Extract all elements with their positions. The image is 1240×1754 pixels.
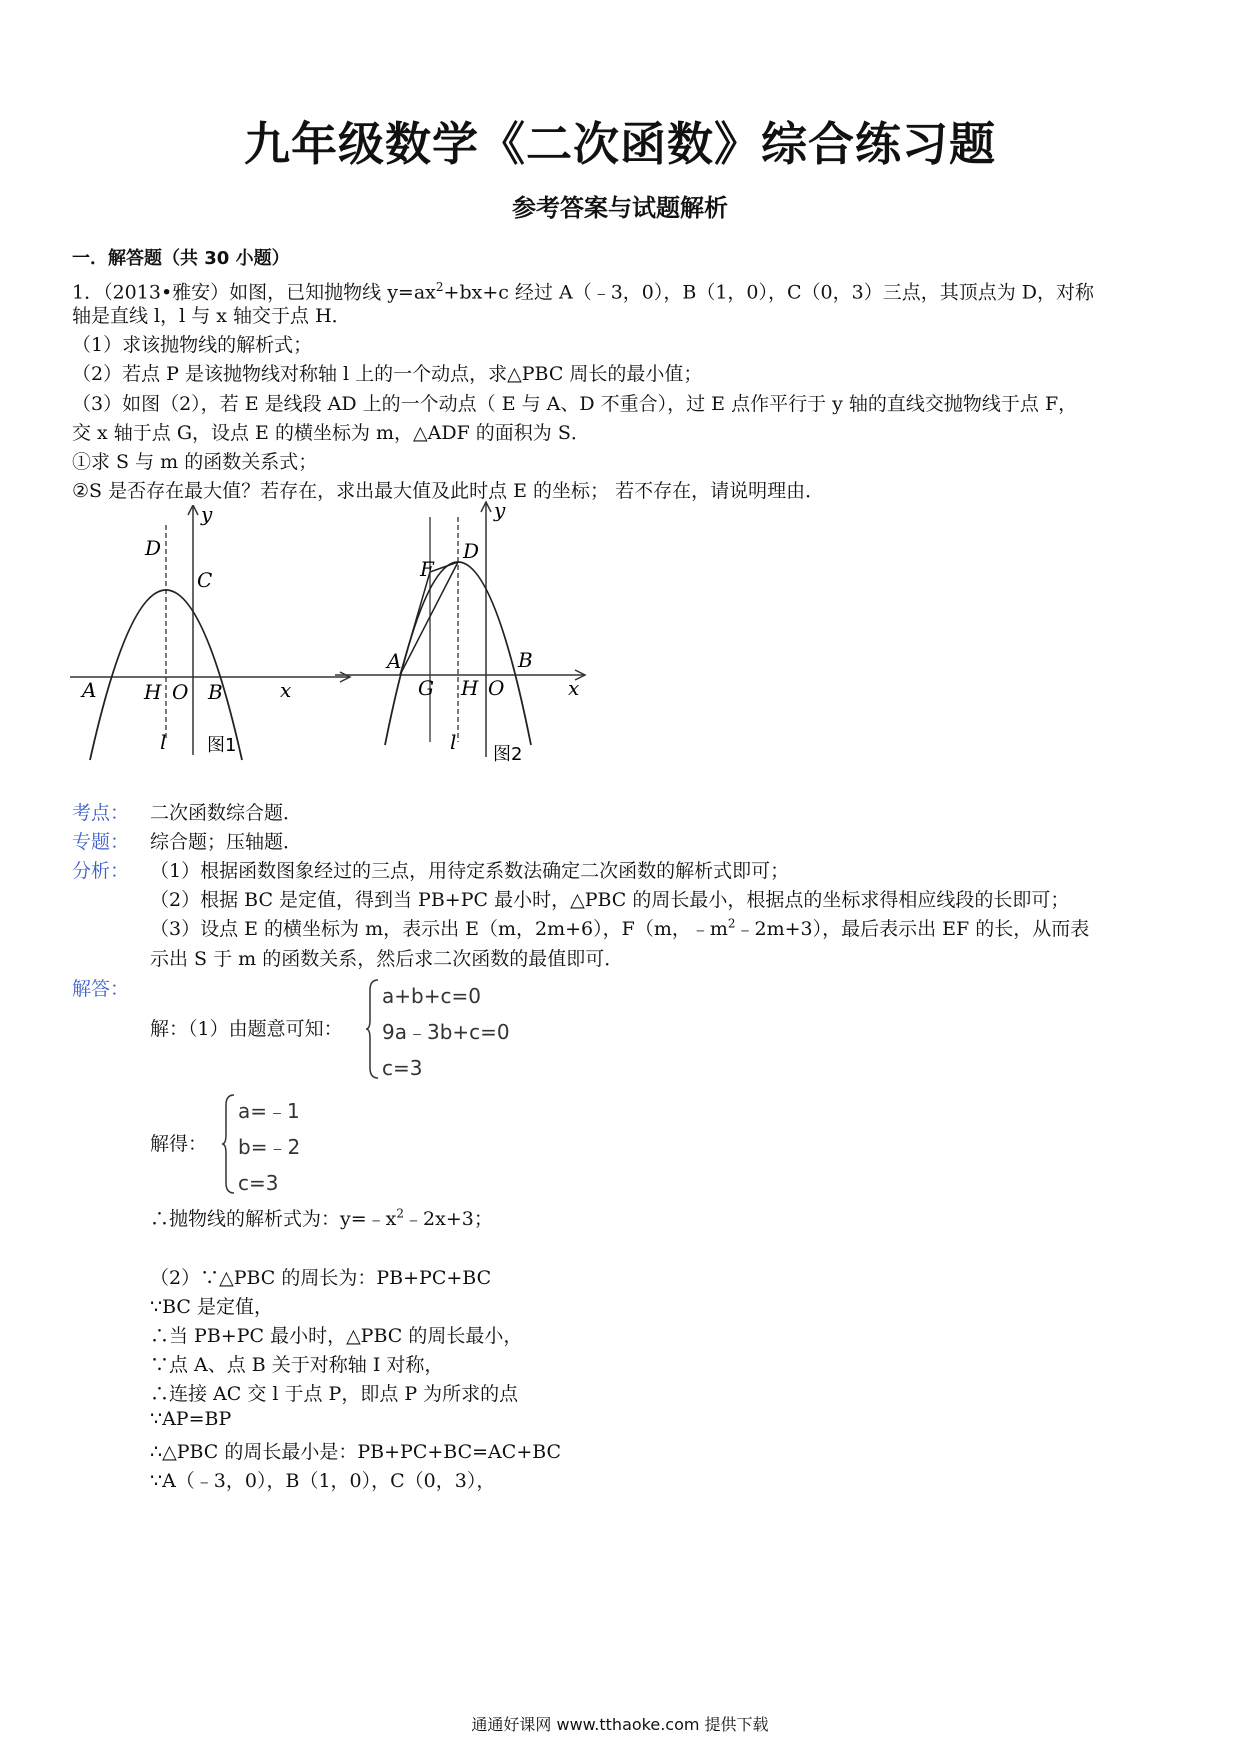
solution-step-3-post: ﹣2x+3； [404, 1208, 493, 1230]
fig2-label-O: O [488, 676, 505, 700]
question-1: （1）求该抛物线的解析式； [72, 334, 313, 356]
question-3a: （3）如图（2），若 E 是线段 AD 上的一个动点（ E 与 A、D 不重合），过 E 点作平行于 y 轴的直线交抛物线于点 F， [72, 393, 1078, 415]
solution-p2-line-6: ∵AP=BP [150, 1408, 232, 1430]
fig2-label-y: y [494, 498, 506, 522]
fig1-label-D: D [145, 536, 162, 560]
fig2-label-F: F [420, 557, 434, 581]
fig1-name: 图1 [207, 735, 237, 756]
figure-2 [330, 497, 600, 777]
solution-p2-line-8: ∵A（﹣3，0），B（1，0），C（0，3）， [150, 1470, 496, 1492]
fig2-label-l: l [450, 730, 457, 754]
fig2-label-G: G [418, 676, 434, 700]
section-heading: 一．解答题（共 30 小题） [72, 248, 290, 269]
page-title: 九年级数学《二次函数》综合练习题 [244, 117, 996, 171]
fenxi-line-3 [150, 914, 1089, 941]
system2-eq-3: c=3 [238, 1171, 279, 1195]
fig1-label-y: y [201, 505, 213, 526]
system1-eq-2: 9a﹣3b+c=0 [382, 1020, 510, 1044]
question-2: （2）若点 P 是该抛物线对称轴 l 上的一个动点，求△PBC 周长的最小值； [72, 363, 703, 385]
solution-p2-line-2: ∵BC 是定值， [150, 1296, 273, 1318]
problem-line-2: 轴是直线 l，l 与 x 轴交于点 H． [72, 305, 351, 327]
solution-p2-line-3: ∴当 PB+PC 最小时，△PBC 的周长最小， [150, 1325, 523, 1347]
zhuanti-label: 专题： [72, 831, 130, 853]
fig1-label-H: H [144, 680, 162, 704]
fig1-label-x: x [280, 678, 292, 702]
fig2-label-D: D [463, 539, 480, 563]
zhuanti-text: 综合题；压轴题． [150, 831, 303, 853]
system2-eq-2: b=﹣2 [238, 1135, 301, 1159]
fenxi-line-3-pre: （3）设点 E 的横坐标为 m，表示出 E（m，2m+6），F（m，﹣m [150, 918, 728, 940]
solution-p2-line-7: ∴△PBC 的周长最小是：PB+PC+BC=AC+BC [150, 1441, 562, 1463]
question-3d: ②S 是否存在最大值？若存在，求出最大值及此时点 E 的坐标； 若不存在，请说明理由． [72, 480, 825, 502]
fig1-label-O: O [172, 680, 189, 704]
fig2-segment-AF [400, 572, 430, 675]
solution-step-3-sup: 2 [396, 1206, 405, 1221]
solution-step-2-label: 解得： [150, 1133, 208, 1155]
fenxi-line-1: （1）根据函数图象经过的三点，用待定系数法确定二次函数的解析式即可； [150, 860, 790, 882]
fig1-label-A: A [82, 678, 97, 702]
kaodian-text: 二次函数综合题． [150, 802, 303, 824]
fenxi-line-4: 示出 S 于 m 的函数关系，然后求二次函数的最值即可． [150, 948, 624, 970]
problem-line-1-sup: 2 [435, 280, 444, 294]
fig2-label-A: A [387, 649, 402, 673]
question-3c: ①求 S 与 m 的函数关系式； [72, 451, 318, 473]
question-3b: 交 x 轴于点 G，设点 E 的横坐标为 m，△ADF 的面积为 S． [72, 422, 590, 444]
fenxi-line-3-sup: 2 [727, 916, 736, 931]
page-footer: 通通好课网 www.tthaoke.com 提供下载 [471, 1715, 769, 1734]
page-subtitle: 参考答案与试题解析 [512, 194, 728, 222]
fig2-label-B: B [518, 648, 533, 672]
system1-eq-1: a+b+c=0 [382, 984, 481, 1008]
solution-step-1-label: 解：（1）由题意可知： [150, 1018, 343, 1040]
problem-line-1-text-post: +bx+c 经过 A（﹣3，0），B（1，0），C（0，3）三点，其顶点为 D，对称 [443, 281, 1094, 304]
figure-1 [60, 505, 360, 775]
solution-p2-line-4: ∵点 A、点 B 关于对称轴 I 对称， [150, 1354, 444, 1376]
fig1-label-C: C [197, 568, 213, 592]
solution-step-3 [150, 1204, 493, 1231]
fenxi-line-3-post: ﹣2m+3），最后表示出 EF 的长，从而表 [735, 918, 1090, 940]
solution-p2-line-5: ∴连接 AC 交 l 于点 P，即点 P 为所求的点 [150, 1383, 519, 1405]
system2-eq-1: a=﹣1 [238, 1099, 300, 1123]
problem-line-1-text: 1．（2013•雅安）如图，已知抛物线 y=ax [72, 281, 436, 304]
fenxi-line-2: （2）根据 BC 是定值，得到当 PB+PC 最小时，△PBC 的周长最小，根据点的坐标求得相应线段的长即可； [150, 889, 1070, 911]
fig1-label-B: B [208, 680, 223, 704]
fig1-label-l: l [160, 730, 167, 754]
jieda-label: 解答： [72, 978, 130, 1000]
fig2-label-x: x [568, 676, 580, 700]
system1-brace [366, 978, 380, 1080]
system1-eq-3: c=3 [382, 1056, 423, 1080]
fenxi-label: 分析： [72, 860, 130, 882]
solution-step-3-pre: ∴抛物线的解析式为：y=﹣x [150, 1208, 397, 1230]
system2-brace [222, 1093, 236, 1195]
fig2-label-H: H [461, 676, 479, 700]
kaodian-label: 考点： [72, 802, 130, 824]
solution-p2-line-1: （2）∵△PBC 的周长为：PB+PC+BC [150, 1267, 492, 1289]
system2 [238, 1093, 300, 1201]
fig2-name: 图2 [493, 744, 523, 765]
system1 [382, 978, 510, 1086]
